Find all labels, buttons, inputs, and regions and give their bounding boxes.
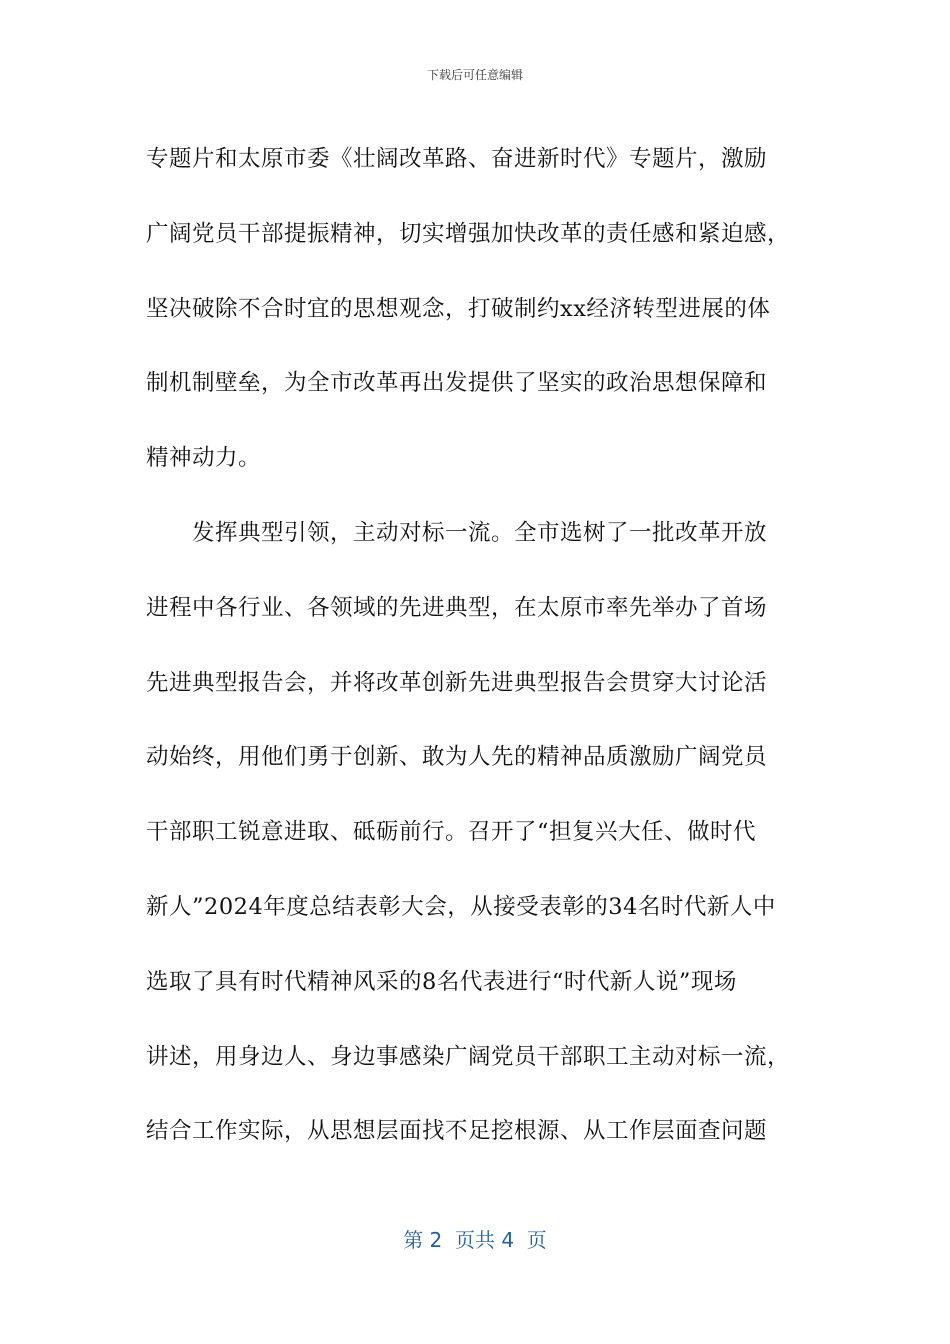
body-line: 进程中各行业、各领域的先进典型，在太原市率先举办了首场 [146, 594, 768, 621]
body-line: 干部职工锐意进取、砥砺前行。召开了“担复兴大任、做时代 [146, 819, 757, 846]
body-line: 动始终，用他们勇于创新、敢为人先的精神品质激励广阔党员 [146, 744, 768, 771]
body-line: 坚决破除不合时宜的思想观念，打破制约xx经济转型进展的体 [146, 295, 771, 322]
page-header: 下载后可任意编辑 [426, 68, 523, 82]
page-number-footer: 第 2 页共 4 页 [403, 1228, 547, 1252]
body-line: 结合工作实际，从思想层面找不足挖根源、从工作层面查问题 [146, 1118, 768, 1145]
body-line: 先进典型报告会，并将改革创新先进典型报告会贯穿大讨论活 [146, 669, 768, 696]
paragraph-start-line: 发挥典型引领，主动对标一流。全市选树了一批改革开放 [192, 519, 768, 546]
body-line: 选取了具有时代精神风采的8名代表进行“时代新人说”现场 [146, 968, 737, 995]
body-line: 新人”2024年度总结表彰大会，从接受表彰的34名时代新人中 [146, 893, 776, 920]
body-line: 广阔党员干部提振精神，切实增强加快改革的责任感和紧迫感， [146, 220, 791, 247]
body-line: 制机制壁垒，为全市改革再出发提供了坚实的政治思想保障和 [146, 370, 768, 397]
body-line: 精神动力。 [146, 445, 262, 472]
body-line: 专题片和太原市委《壮阔改革路、奋进新时代》专题片，激励 [146, 146, 768, 172]
body-line: 讲述，用身边人、身边事感染广阔党员干部职工主动对标一流， [146, 1043, 791, 1070]
document-body [146, 122, 806, 1169]
